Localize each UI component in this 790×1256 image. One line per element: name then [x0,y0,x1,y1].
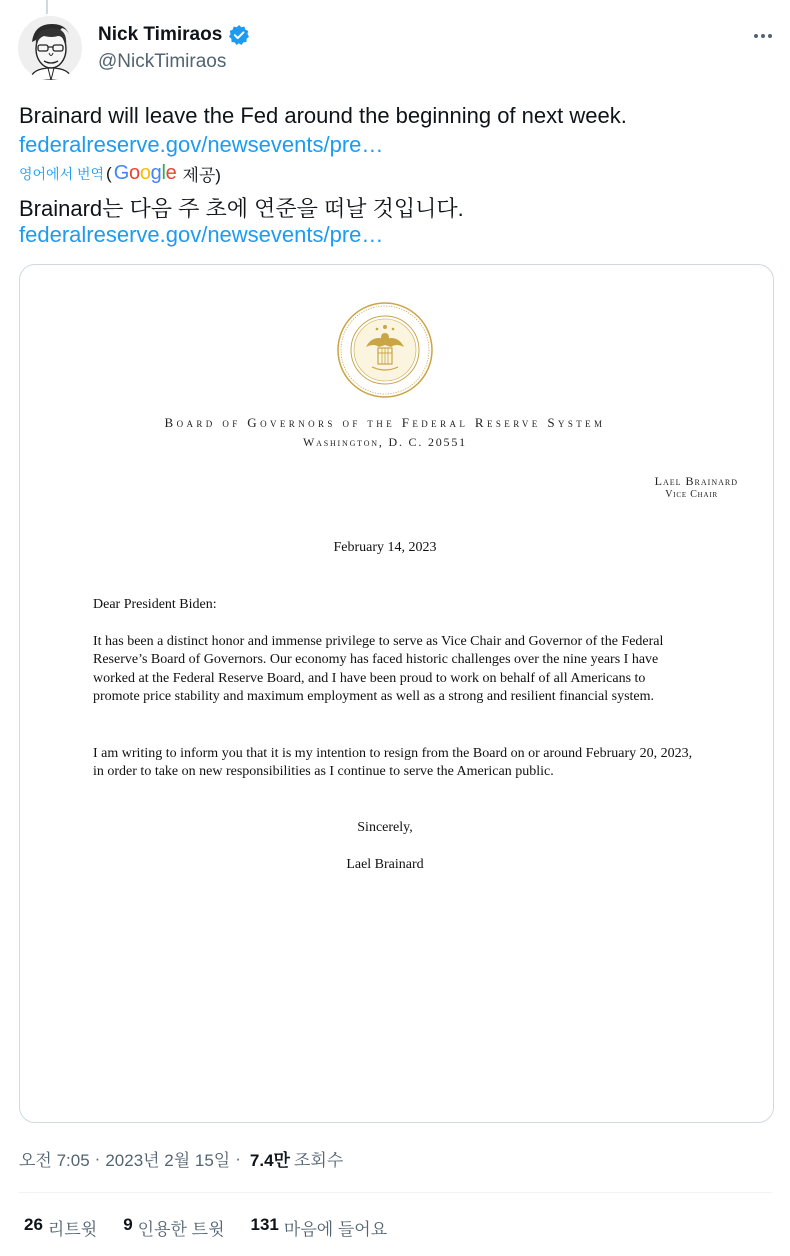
letter-paragraph-1: It has been a distinct honor and immense privilege to serve as Vice Chair and Governor of the Federal Reserve’s Board of Governors. Our economy has faced historic challenges over the nine years I have worked at the Federal Reserve Board, and I have been proud to work on behalf of all Americans to promote price stability and maximum employment as well as a strong and resilient financial system. [93,634,664,705]
views-count: 7.4만 [249,1151,290,1170]
tweet-date[interactable]: 2023년 2월 15일 [105,1151,231,1170]
avatar[interactable] [18,16,82,80]
translated-from-english-link[interactable]: 영어에서 번역 [19,165,105,182]
translation-attribution [19,161,221,186]
likes-stat[interactable] [251,1215,388,1240]
letterhead-signer-title: Vice Chair [665,489,718,500]
meta-separator: · [235,1148,241,1168]
letter-paragraph-2: I am writing to inform you that it is my intention to resign from the Board on or around February 20, 2023, in order to take on new responsibilities as I continue to serve the American public. [93,746,693,780]
translated-tweet-text: Brainard는 다음 주 초에 연준을 떠날 것입니다. [19,196,464,221]
quote-tweets-count: 9 [123,1215,133,1234]
likes-count: 131 [250,1215,279,1234]
attached-image[interactable] [19,264,774,1123]
author-name[interactable]: Nick Timiraos [98,24,223,45]
federal-reserve-seal-icon [336,301,434,399]
tweet-time[interactable]: 오전 7:05 [19,1151,90,1170]
author-name-row[interactable] [98,24,250,46]
letter-document [20,265,773,1122]
letter-date: February 14, 2023 [333,540,437,555]
letterhead-signer-name: Lael Brainard [654,474,738,488]
letterhead-title: Board of Governors of the Federal Reserve System [164,415,606,430]
author-handle[interactable]: @NickTimiraos [98,51,227,72]
divider [19,1192,772,1193]
letter-salutation: Dear President Biden: [93,597,217,612]
retweets-count: 26 [24,1215,43,1234]
letter-closing: Sincerely, [357,820,413,835]
quote-tweets-stat[interactable] [123,1215,224,1240]
tweet-meta [19,1146,343,1171]
letterhead-address: Washington, D. C. 20551 [303,435,467,449]
verified-badge-icon [228,24,250,46]
provided-label: 제공) [182,166,221,185]
translated-tweet-link[interactable]: federalreserve.gov/newsevents/pre… [19,222,384,247]
meta-separator: · [94,1148,101,1168]
likes-label: 마음에 들어요 [283,1220,388,1239]
retweets-stat[interactable] [24,1215,97,1240]
paren-open: ( [106,163,112,183]
retweets-label: 리트윗 [47,1220,98,1239]
thread-connector-line [46,0,48,14]
engagement-stats [24,1215,387,1240]
views-label: 조회수 [293,1151,344,1170]
tweet-text: Brainard will leave the Fed around the beginning of next week. [19,103,627,128]
quote-tweets-label: 인용한 트윗 [137,1220,225,1239]
google-logo: Google [113,162,177,184]
avatar-sketch-image [18,16,82,80]
tweet-link[interactable]: federalreserve.gov/newsevents/pre… [19,132,384,157]
more-options-icon[interactable] [748,24,778,48]
letter-signature: Lael Brainard [346,857,424,872]
